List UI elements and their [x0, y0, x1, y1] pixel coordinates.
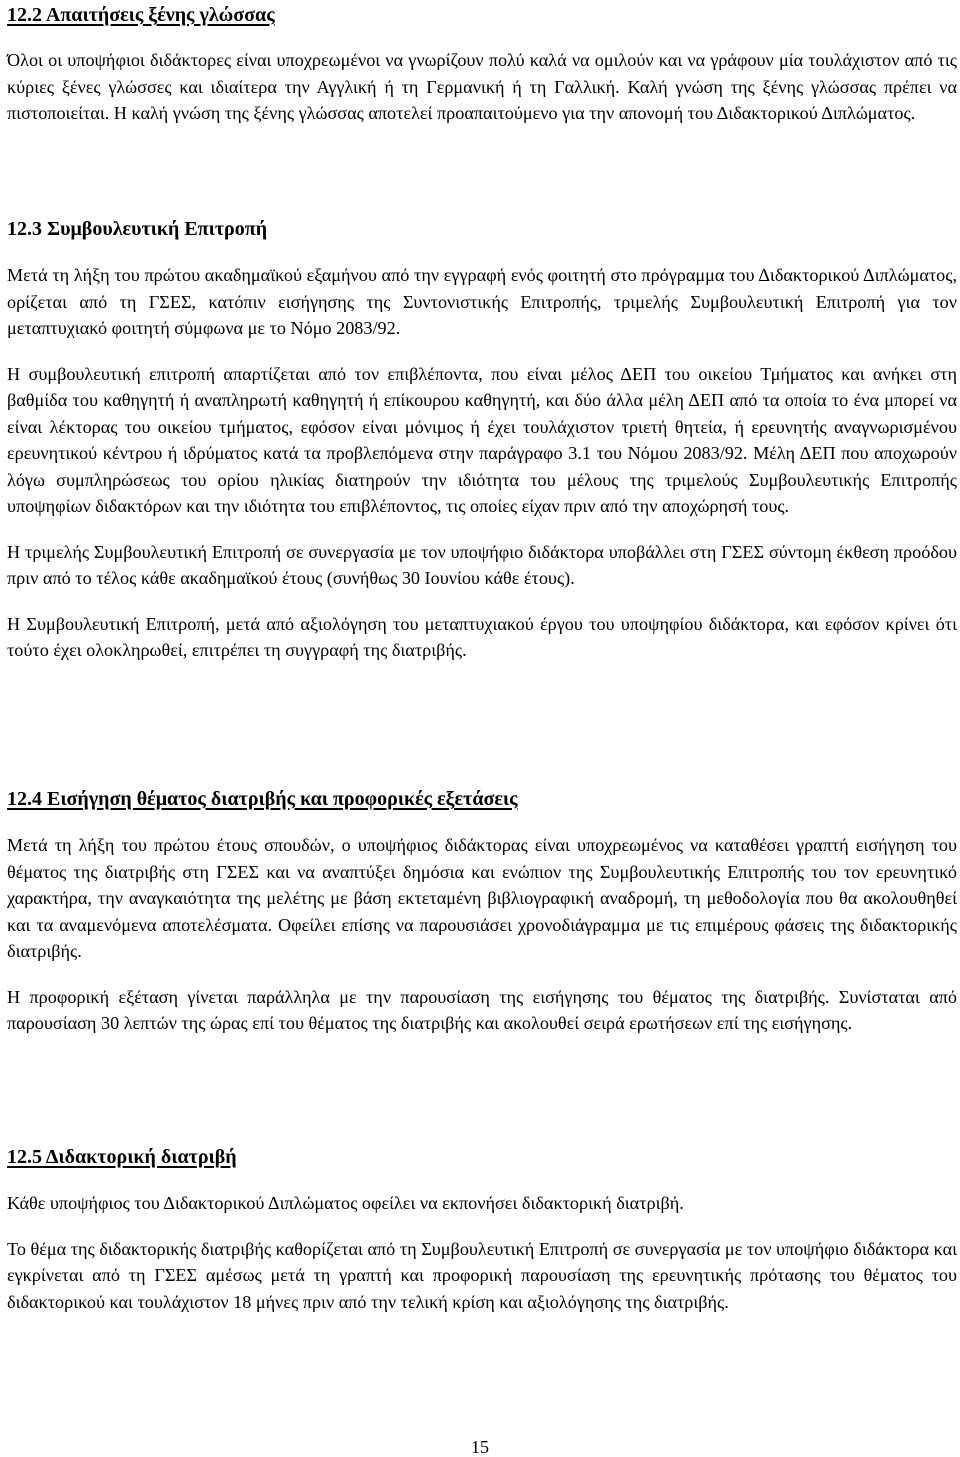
paragraph: Η τριμελής Συμβουλευτική Επιτροπή σε συνεργασία με τον υποψήφιο διδάκτορα υποβάλλει στη ΓΣΕΣ σύντομη έκθεση προόδου πριν από το τέλος κάθε ακαδημαϊκού έτους (συνήθως 30 Ιουνίου κάθε έτους). — [7, 541, 957, 588]
section-heading: 12.5 Διδακτορική διατριβή — [7, 1146, 237, 1168]
paragraph: Το θέμα της διδακτορικής διατριβής καθορίζεται από τη Συμβουλευτική Επιτροπή σε συνεργασία με τον υποψήφιο διδάκτορα και εγκρίνεται από τη ΓΣΕΣ αμέσως μετά τη γραπτή και προφορική παρουσίαση της ερευνητικής πρότασης του θέματος του διδακτορικού και τουλάχιστον 18 μήνες πριν από την τελική κρίση και αξιολόγησης της διατριβής. — [7, 1238, 957, 1312]
paragraph: Κάθε υποψήφιος του Διδακτορικού Διπλώματος οφείλει να εκπονήσει διδακτορική διατριβή. — [7, 1193, 684, 1213]
paragraph: Μετά τη λήξη του πρώτου έτους σπουδών, ο υποψήφιος διδάκτορας είναι υποχρεωμένος να καταθέσει γραπτή εισήγηση του θέματος της διατριβής στη ΓΣΕΣ και να αναπτύξει δημόσια και ενώπιον της Συμβουλευτικής Επιτροπής του τον ερευνητικό χαρακτήρα, την αναγκαιότητα της μελέτης με βάση εκτεταμένη βιβλιογραφική αναδρομή, τη μεθοδολογία που θα ακολουθηθεί και τα αναμενόμενα αποτελέσματα. Οφείλει επίσης να παρουσιάσει χρονοδιάγραμμα με τις επιμέρους φάσεις της διδακτορικής διατριβής. — [7, 835, 957, 961]
section-doctoral-thesis — [7, 1144, 957, 1315]
section-heading: 12.4 Εισήγηση θέματος διατριβής και προφορικές εξετάσεις — [7, 788, 518, 810]
paragraph: Όλοι οι υποψήφιοι διδάκτορες είναι υποχρεωμένοι να γνωρίζουν πολύ καλά να ομιλούν και να γράφουν μία τουλάχιστον από τις κύριες ξένες γλώσσες και ιδιαίτερα την Αγγλική ή τη Γερμανική ή τη Γαλλική. Καλή γνώση της ξένης γλώσσας πρέπει να πιστοποιείται. Η καλή γνώση της ξένης γλώσσας αποτελεί προαπαιτούμενο για την απονομή του Διδακτορικού Διπλώματος. — [7, 50, 957, 123]
section-advisory-committee — [7, 216, 957, 664]
paragraph: Η Συμβουλευτική Επιτροπή, μετά από αξιολόγηση του μεταπτυχιακού έργου του υποψηφίου διδάκτορα, και εφόσον κρίνει ότι τούτο έχει ολοκληρωθεί, επιτρέπει τη συγγραφή της διατριβής. — [7, 613, 957, 660]
section-thesis-proposal — [7, 786, 957, 1037]
paragraph: Μετά τη λήξη του πρώτου ακαδημαϊκού εξαμήνου από την εγγραφή ενός φοιτητή στο πρόγραμμα του Διδακτορικού Διπλώματος, ορίζεται από τη ΓΣΕΣ, κατόπιν εισήγησης της Συντονιστικής Επιτροπής, τριμελής Συμβουλευτική Επιτροπή για τον μεταπτυχιακό φοιτητή σύμφωνα με το Νόμο 2083/92. — [7, 265, 957, 338]
paragraph: Η συμβουλευτική επιτροπή απαρτίζεται από τον επιβλέποντα, που είναι μέλος ΔΕΠ του οικείου Τμήματος και ανήκει στη βαθμίδα του καθηγητή ή αναπληρωτή καθηγητή ή επίκουρου καθηγητή, και δύο άλλα μέλη ΔΕΠ από τα οποία το ένα μπορεί να είναι λέκτορας του οικείου τμήματος, εφόσον είναι μόνιμος ή έχει τουλάχιστον τριετή θητεία, ή ερευνητής αναγνωρισμένου ερευνητικού κέντρου ή ιδρύματος κατά τα προβλεπόμενα στην παράγραφο 3.1 του Νόμου 2083/92. Μέλη ΔΕΠ που αποχωρούν λόγω συμπληρώσεως του ορίου ηλικίας διατηρούν την ιδιότητα του μέλους της τριμελούς Συμβουλευτικής Επιτροπής υποψηφίων διδακτόρων και την ιδιότητα του επιβλέποντος, τις οποίες είχαν πριν από την αποχώρησή τους. — [7, 363, 957, 516]
paragraph: Η προφορική εξέταση γίνεται παράλληλα με την παρουσίαση της εισήγησης του θέματος της διατριβής. Συνίσταται από παρουσίαση 30 λεπτών της ώρας επί του θέματος της διατριβής και ακολουθεί σειρά ερωτήσεων επί της εισήγησης. — [7, 986, 957, 1033]
section-foreign-language — [7, 2, 957, 127]
section-heading: 12.3 Συμβουλευτική Επιτροπή — [7, 218, 268, 240]
section-heading: 12.2 Απαιτήσεις ξένης γλώσσας — [7, 4, 275, 26]
page-number: 15 — [471, 1437, 489, 1457]
